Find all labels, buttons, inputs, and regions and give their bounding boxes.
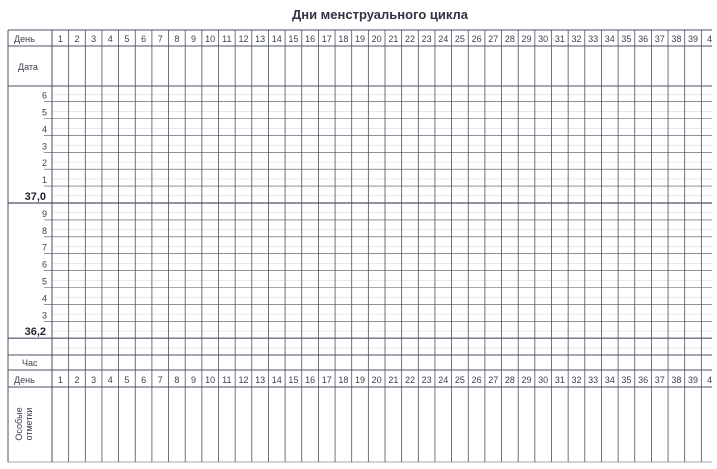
notes-cell[interactable] bbox=[135, 387, 152, 462]
notes-cell[interactable] bbox=[568, 387, 585, 462]
temperature-tick-label: 5 bbox=[41, 107, 47, 118]
date-cell[interactable] bbox=[585, 46, 602, 86]
day-number-top: 21 bbox=[388, 34, 399, 44]
date-cell[interactable] bbox=[568, 46, 585, 86]
date-cell[interactable] bbox=[285, 46, 302, 86]
notes-label-line1: Особые bbox=[14, 407, 24, 441]
notes-cell[interactable] bbox=[102, 387, 119, 462]
notes-cell[interactable] bbox=[85, 387, 102, 462]
notes-cell[interactable] bbox=[169, 387, 186, 462]
hour-cell[interactable] bbox=[635, 355, 652, 370]
notes-cell[interactable] bbox=[252, 387, 269, 462]
date-cell[interactable] bbox=[302, 46, 319, 86]
notes-cell[interactable] bbox=[235, 387, 252, 462]
notes-cell[interactable] bbox=[502, 387, 519, 462]
date-cell[interactable] bbox=[52, 46, 69, 86]
date-cell[interactable] bbox=[368, 46, 385, 86]
day-number-top: 39 bbox=[688, 34, 699, 44]
date-cell[interactable] bbox=[618, 46, 635, 86]
day-number-bottom: 39 bbox=[688, 375, 699, 385]
day-number-bottom: 24 bbox=[438, 375, 449, 385]
date-cell[interactable] bbox=[701, 46, 717, 86]
day-number-bottom: 32 bbox=[571, 375, 582, 385]
day-number-top: 20 bbox=[371, 34, 382, 44]
notes-cell[interactable] bbox=[285, 387, 302, 462]
hour-cell[interactable] bbox=[318, 355, 335, 370]
notes-cell[interactable] bbox=[219, 387, 236, 462]
day-number-top: 34 bbox=[604, 34, 615, 44]
hour-cell[interactable] bbox=[219, 355, 236, 370]
hour-cell[interactable] bbox=[102, 355, 119, 370]
hour-cell[interactable] bbox=[618, 355, 635, 370]
day-number-bottom: 2 bbox=[74, 375, 80, 385]
day-number-bottom: 7 bbox=[157, 375, 163, 385]
day-number-top: 13 bbox=[255, 34, 266, 44]
day-number-top: 11 bbox=[222, 34, 232, 44]
day-number-top: 27 bbox=[488, 34, 499, 44]
date-cell[interactable] bbox=[651, 46, 668, 86]
day-label-top: День bbox=[14, 34, 35, 44]
hour-cell[interactable] bbox=[235, 355, 252, 370]
day-number-bottom: 5 bbox=[124, 375, 130, 385]
day-number-top: 24 bbox=[438, 34, 449, 44]
day-number-bottom: 26 bbox=[471, 375, 482, 385]
date-label: Дата bbox=[18, 62, 38, 72]
date-cell[interactable] bbox=[102, 46, 119, 86]
day-number-bottom: 20 bbox=[371, 375, 382, 385]
temperature-tick-label: 3 bbox=[41, 141, 47, 152]
day-number-bottom: 11 bbox=[222, 375, 232, 385]
day-number-top: 15 bbox=[288, 34, 299, 44]
date-cell[interactable] bbox=[185, 46, 202, 86]
hour-cell[interactable] bbox=[285, 355, 302, 370]
notes-cell[interactable] bbox=[618, 387, 635, 462]
day-number-bottom: 6 bbox=[141, 375, 147, 385]
temperature-scale bbox=[25, 91, 47, 339]
day-number-bottom: 27 bbox=[488, 375, 499, 385]
day-number-bottom: 15 bbox=[288, 375, 299, 385]
hour-cell[interactable] bbox=[185, 355, 202, 370]
date-cell[interactable] bbox=[69, 46, 86, 86]
date-cell[interactable] bbox=[119, 46, 136, 86]
day-number-bottom: 22 bbox=[404, 375, 415, 385]
hour-cell[interactable] bbox=[468, 355, 485, 370]
hour-cell[interactable] bbox=[452, 355, 469, 370]
notes-cell[interactable] bbox=[418, 387, 435, 462]
notes-cell[interactable] bbox=[385, 387, 402, 462]
day-number-bottom: 1 bbox=[57, 375, 63, 385]
notes-cell[interactable] bbox=[552, 387, 569, 462]
day-number-top: 2 bbox=[74, 34, 80, 44]
hour-cell[interactable] bbox=[385, 355, 402, 370]
temperature-tick-label: 4 bbox=[41, 124, 47, 135]
date-cell[interactable] bbox=[135, 46, 152, 86]
temperature-tick-label: 2 bbox=[41, 158, 47, 169]
date-cell[interactable] bbox=[202, 46, 219, 86]
date-cell[interactable] bbox=[635, 46, 652, 86]
day-number-bottom: 25 bbox=[454, 375, 465, 385]
notes-cell[interactable] bbox=[52, 387, 69, 462]
notes-cell[interactable] bbox=[318, 387, 335, 462]
day-number-bottom: 4 bbox=[107, 375, 113, 385]
hour-cell[interactable] bbox=[651, 355, 668, 370]
temperature-tick-label: 9 bbox=[41, 208, 47, 219]
date-cell[interactable] bbox=[418, 46, 435, 86]
day-number-top: 5 bbox=[124, 34, 130, 44]
day-number-bottom: 38 bbox=[671, 375, 682, 385]
date-cell[interactable] bbox=[668, 46, 685, 86]
date-cell[interactable] bbox=[468, 46, 485, 86]
day-number-top: 19 bbox=[355, 34, 366, 44]
notes-cell[interactable] bbox=[202, 387, 219, 462]
day-number-top: 8 bbox=[174, 34, 180, 44]
notes-cell[interactable] bbox=[452, 387, 469, 462]
day-number-bottom: 29 bbox=[521, 375, 532, 385]
day-number-bottom: 4 bbox=[707, 375, 713, 385]
date-cell[interactable] bbox=[385, 46, 402, 86]
day-number-bottom: 35 bbox=[621, 375, 632, 385]
day-label-bottom: День bbox=[14, 375, 35, 385]
notes-cell[interactable] bbox=[69, 387, 86, 462]
hour-cell[interactable] bbox=[552, 355, 569, 370]
notes-cell[interactable] bbox=[352, 387, 369, 462]
notes-cell[interactable] bbox=[335, 387, 352, 462]
date-cell[interactable] bbox=[169, 46, 186, 86]
date-cell[interactable] bbox=[152, 46, 169, 86]
day-number-top: 6 bbox=[141, 34, 147, 44]
notes-cell[interactable] bbox=[635, 387, 652, 462]
date-cell[interactable] bbox=[402, 46, 419, 86]
date-cell[interactable] bbox=[252, 46, 269, 86]
hour-cell[interactable] bbox=[402, 355, 419, 370]
day-number-bottom: 30 bbox=[538, 375, 549, 385]
hour-cell[interactable] bbox=[668, 355, 685, 370]
day-number-bottom: 36 bbox=[638, 375, 649, 385]
temperature-major-label: 37,0 bbox=[24, 191, 46, 203]
hour-cell[interactable] bbox=[52, 355, 69, 370]
notes-cell[interactable] bbox=[119, 387, 136, 462]
date-cell[interactable] bbox=[502, 46, 519, 86]
notes-label-line2: отметки bbox=[24, 407, 34, 441]
day-number-bottom: 8 bbox=[174, 375, 180, 385]
temperature-tick-label: 7 bbox=[41, 242, 47, 253]
date-cell[interactable] bbox=[518, 46, 535, 86]
hour-cell[interactable] bbox=[335, 355, 352, 370]
hour-cell[interactable] bbox=[435, 355, 452, 370]
day-number-bottom: 37 bbox=[654, 375, 665, 385]
hour-cell[interactable] bbox=[352, 355, 369, 370]
day-number-bottom: 18 bbox=[338, 375, 349, 385]
hour-cell[interactable] bbox=[69, 355, 86, 370]
day-number-top: 10 bbox=[205, 34, 216, 44]
hour-cell[interactable] bbox=[568, 355, 585, 370]
date-cell[interactable] bbox=[335, 46, 352, 86]
day-number-top: 9 bbox=[191, 34, 197, 44]
temperature-tick-label: 5 bbox=[41, 276, 47, 287]
day-number-bottom: 3 bbox=[91, 375, 97, 385]
day-number-top: 33 bbox=[588, 34, 599, 44]
hour-cell[interactable] bbox=[268, 355, 285, 370]
day-number-top: 30 bbox=[538, 34, 549, 44]
hour-label: Час bbox=[22, 358, 38, 368]
notes-cell[interactable] bbox=[185, 387, 202, 462]
notes-cell[interactable] bbox=[268, 387, 285, 462]
day-number-top: 31 bbox=[554, 34, 565, 44]
day-number-bottom: 31 bbox=[554, 375, 565, 385]
day-number-top: 4 bbox=[107, 34, 113, 44]
hour-cell[interactable] bbox=[518, 355, 535, 370]
temperature-tick-label: 4 bbox=[41, 293, 47, 304]
date-cell[interactable] bbox=[235, 46, 252, 86]
temperature-major-label: 36,2 bbox=[24, 326, 46, 339]
day-number-top: 3 bbox=[91, 34, 97, 44]
notes-cell[interactable] bbox=[585, 387, 602, 462]
hour-cell[interactable] bbox=[135, 355, 152, 370]
day-number-top: 1 bbox=[57, 34, 63, 44]
temperature-tick-label: 3 bbox=[41, 310, 47, 321]
day-number-top: 7 bbox=[157, 34, 163, 44]
hour-cell[interactable] bbox=[119, 355, 136, 370]
hour-cell[interactable] bbox=[502, 355, 519, 370]
notes-cell[interactable] bbox=[701, 387, 717, 462]
date-cell[interactable] bbox=[685, 46, 702, 86]
day-number-top: 12 bbox=[238, 34, 249, 44]
day-number-bottom: 23 bbox=[421, 375, 432, 385]
day-number-bottom: 9 bbox=[191, 375, 197, 385]
date-cell[interactable] bbox=[318, 46, 335, 86]
day-number-bottom: 17 bbox=[321, 375, 332, 385]
temperature-tick-label: 1 bbox=[41, 175, 47, 186]
day-number-top: 29 bbox=[521, 34, 532, 44]
notes-cell[interactable] bbox=[435, 387, 452, 462]
temperature-tick-label: 6 bbox=[41, 259, 47, 270]
temperature-tick-label: 6 bbox=[41, 90, 47, 101]
hour-cell[interactable] bbox=[85, 355, 102, 370]
hour-cell[interactable] bbox=[585, 355, 602, 370]
day-number-top: 22 bbox=[404, 34, 415, 44]
hour-cell[interactable] bbox=[152, 355, 169, 370]
day-number-top: 17 bbox=[321, 34, 332, 44]
hour-cell[interactable] bbox=[685, 355, 702, 370]
date-cell[interactable] bbox=[552, 46, 569, 86]
day-number-bottom: 16 bbox=[305, 375, 316, 385]
notes-cell[interactable] bbox=[402, 387, 419, 462]
hour-cell[interactable] bbox=[535, 355, 552, 370]
day-number-top: 35 bbox=[621, 34, 632, 44]
notes-cell[interactable] bbox=[368, 387, 385, 462]
day-number-top: 37 bbox=[654, 34, 665, 44]
notes-cell[interactable] bbox=[685, 387, 702, 462]
day-number-top: 16 bbox=[305, 34, 316, 44]
day-number-top: 14 bbox=[271, 34, 282, 44]
date-cell[interactable] bbox=[268, 46, 285, 86]
notes-cell[interactable] bbox=[302, 387, 319, 462]
day-number-top: 26 bbox=[471, 34, 482, 44]
notes-cell[interactable] bbox=[651, 387, 668, 462]
temperature-tick-label: 8 bbox=[41, 225, 47, 236]
day-number-bottom: 10 bbox=[205, 375, 216, 385]
day-number-top: 28 bbox=[504, 34, 515, 44]
page-title: Дни менструального цикла bbox=[291, 7, 469, 22]
day-number-bottom: 12 bbox=[238, 375, 249, 385]
date-cell[interactable] bbox=[485, 46, 502, 86]
notes-cell[interactable] bbox=[485, 387, 502, 462]
day-number-top: 4 bbox=[707, 34, 713, 44]
notes-cell[interactable] bbox=[668, 387, 685, 462]
date-cell[interactable] bbox=[452, 46, 469, 86]
day-number-bottom: 21 bbox=[388, 375, 399, 385]
hour-cell[interactable] bbox=[601, 355, 618, 370]
day-number-bottom: 19 bbox=[355, 375, 366, 385]
day-number-bottom: 28 bbox=[504, 375, 515, 385]
day-number-top: 32 bbox=[571, 34, 582, 44]
day-number-bottom: 34 bbox=[604, 375, 615, 385]
day-number-top: 36 bbox=[638, 34, 649, 44]
hour-cell[interactable] bbox=[368, 355, 385, 370]
notes-cell[interactable] bbox=[518, 387, 535, 462]
day-number-top: 38 bbox=[671, 34, 682, 44]
hour-cell[interactable] bbox=[169, 355, 186, 370]
notes-cell[interactable] bbox=[152, 387, 169, 462]
row-labels bbox=[14, 34, 38, 441]
hour-cell[interactable] bbox=[202, 355, 219, 370]
day-number-top: 18 bbox=[338, 34, 349, 44]
day-number-bottom: 13 bbox=[255, 375, 266, 385]
hour-cell[interactable] bbox=[485, 355, 502, 370]
date-cell[interactable] bbox=[535, 46, 552, 86]
date-cell[interactable] bbox=[219, 46, 236, 86]
notes-cell[interactable] bbox=[535, 387, 552, 462]
date-cell[interactable] bbox=[352, 46, 369, 86]
hour-cell[interactable] bbox=[302, 355, 319, 370]
hour-cell[interactable] bbox=[418, 355, 435, 370]
hour-cell[interactable] bbox=[252, 355, 269, 370]
day-number-bottom: 14 bbox=[271, 375, 282, 385]
day-number-top: 25 bbox=[454, 34, 465, 44]
date-cell[interactable] bbox=[601, 46, 618, 86]
day-number-top: 23 bbox=[421, 34, 432, 44]
notes-cell[interactable] bbox=[601, 387, 618, 462]
date-cell[interactable] bbox=[85, 46, 102, 86]
hour-cell[interactable] bbox=[701, 355, 717, 370]
day-number-bottom: 33 bbox=[588, 375, 599, 385]
date-cell[interactable] bbox=[435, 46, 452, 86]
notes-cell[interactable] bbox=[468, 387, 485, 462]
